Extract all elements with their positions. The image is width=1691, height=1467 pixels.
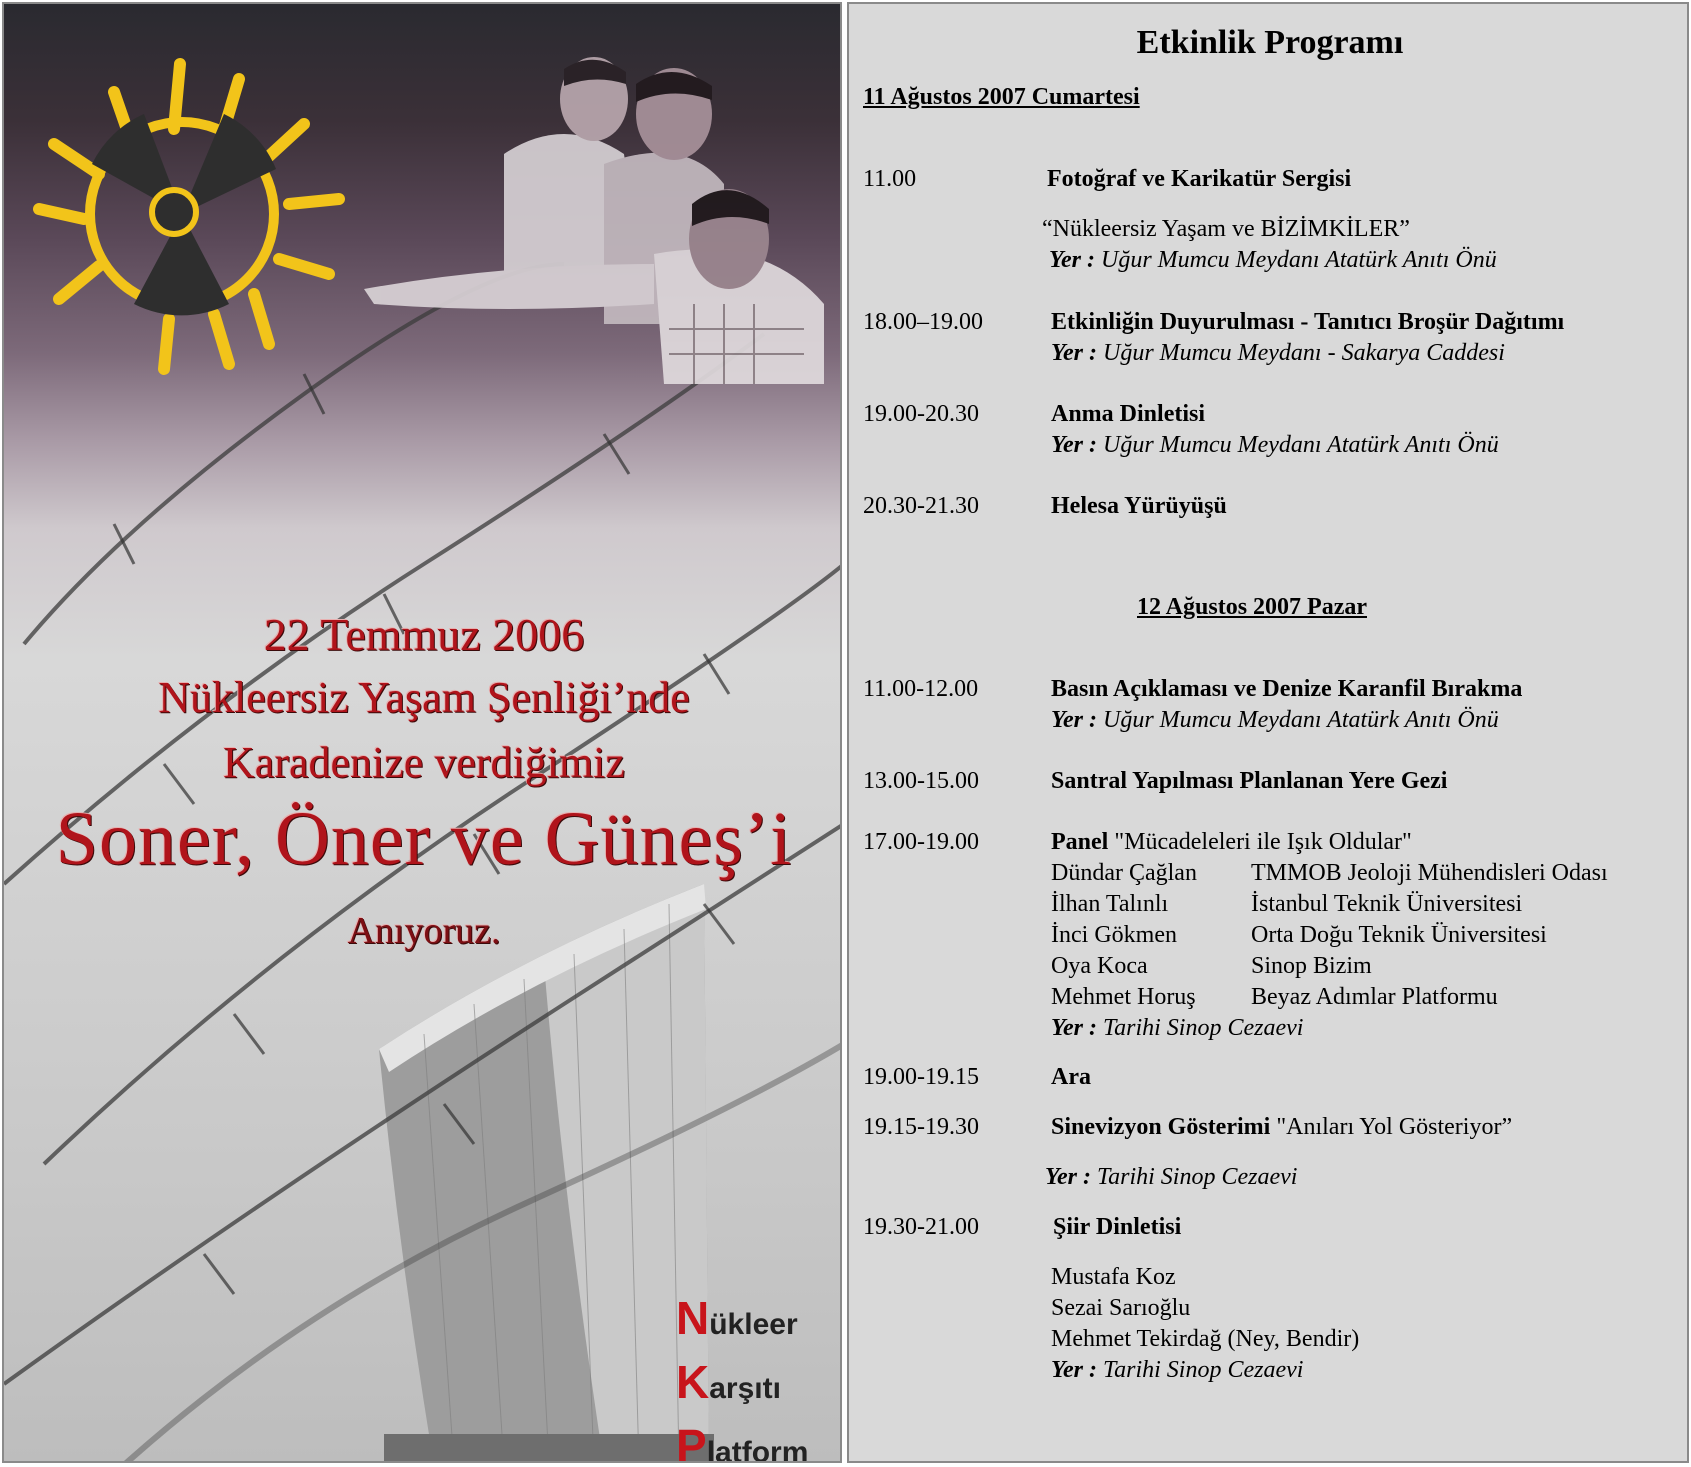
speaker-org: Beyaz Adımlar Platformu xyxy=(1251,984,1498,1010)
memorial-photo xyxy=(364,57,824,384)
poster-date: 22 Temmuz 2006 xyxy=(263,609,585,660)
poster-names: Soner, Öner ve Güneş’i xyxy=(55,797,793,881)
day2-heading: 12 Ağustos 2007 Pazar xyxy=(1137,594,1367,620)
event-time: 19.15-19.30 xyxy=(863,1114,979,1140)
nkp-row: Nükleer xyxy=(676,1292,798,1344)
event-time: 19.30-21.00 xyxy=(863,1214,979,1240)
nkp-row: Platform xyxy=(676,1420,809,1463)
event-title: Etkinliğin Duyurulması - Tanıtıcı Broşür Dağıtımı xyxy=(1051,309,1565,335)
event-time: 13.00-15.00 xyxy=(863,768,979,794)
day1-heading: 11 Ağustos 2007 Cumartesi xyxy=(863,84,1140,110)
nkp-logo xyxy=(676,1286,808,1463)
speaker-org: TMMOB Jeoloji Mühendisleri Odası xyxy=(1251,860,1608,886)
event-title: Santral Yapılması Planlanan Yere Gezi xyxy=(1051,768,1448,794)
speaker-org: İstanbul Teknik Üniversitesi xyxy=(1251,891,1523,917)
event-time: 11.00 xyxy=(863,166,917,192)
event-place: Yer : Tarihi Sinop Cezaevi xyxy=(1045,1164,1298,1190)
poster-event-line: Nükleersiz Yaşam Şenliği’nde xyxy=(158,673,690,722)
speaker-org: Orta Doğu Teknik Üniversitesi xyxy=(1251,922,1547,948)
event-time: 19.00-20.30 xyxy=(863,401,979,427)
speaker-org: Sinop Bizim xyxy=(1251,953,1372,979)
event-place: Yer : Uğur Mumcu Meydanı - Sakarya Caddesi xyxy=(1051,340,1505,366)
event-time: 20.30-21.30 xyxy=(863,493,979,519)
speaker-name: İlhan Talınlı xyxy=(1051,891,1169,917)
speaker-name: Oya Koca xyxy=(1051,953,1148,979)
event-place: Yer : Uğur Mumcu Meydanı Atatürk Anıtı Önü xyxy=(1051,432,1499,458)
event-place: Yer : Uğur Mumcu Meydanı Atatürk Anıtı Önü xyxy=(1051,707,1499,733)
event-title: Fotoğraf ve Karikatür Sergisi xyxy=(1047,166,1352,192)
event-title: Anma Dinletisi xyxy=(1051,401,1206,427)
event-time: 11.00-12.00 xyxy=(863,676,979,702)
poster-artwork xyxy=(4,4,842,1463)
poster-lost-line: Karadenize verdiğimiz xyxy=(223,738,625,787)
event-time: 17.00-19.00 xyxy=(863,829,979,855)
event-place: Yer : Tarihi Sinop Cezaevi xyxy=(1051,1357,1304,1383)
event-title: Basın Açıklaması ve Denize Karanfil Bırakma xyxy=(1051,676,1523,702)
speaker-name: İnci Gökmen xyxy=(1051,922,1177,948)
event-time: 18.00–19.00 xyxy=(863,309,983,335)
event-place: Yer : Uğur Mumcu Meydanı Atatürk Anıtı Önü xyxy=(1049,247,1497,273)
event-place: Yer : Tarihi Sinop Cezaevi xyxy=(1051,1015,1304,1041)
program-title: Etkinlik Programı xyxy=(1136,24,1404,61)
performer-name: Mehmet Tekirdağ (Ney, Bendir) xyxy=(1051,1326,1360,1352)
performer-name: Sezai Sarıoğlu xyxy=(1051,1295,1191,1321)
radiation-sun-logo xyxy=(39,64,339,369)
event-subtitle: “Nükleersiz Yaşam ve BİZİMKİLER” xyxy=(1042,216,1410,242)
event-time: 19.00-19.15 xyxy=(863,1064,979,1090)
speaker-name: Mehmet Horuş xyxy=(1051,984,1196,1010)
poster-panel xyxy=(2,2,842,1463)
program-panel xyxy=(847,2,1689,1463)
speaker-name: Dündar Çağlan xyxy=(1051,860,1197,886)
event-title: Ara xyxy=(1051,1064,1091,1090)
poster-remember: Anıyoruz. xyxy=(347,910,501,952)
cooling-tower-image xyxy=(379,884,714,1463)
nkp-row: Karşıtı xyxy=(676,1356,781,1408)
event-title: Şiir Dinletisi xyxy=(1053,1214,1182,1240)
performer-name: Mustafa Koz xyxy=(1051,1264,1176,1290)
event-title: Sinevizyon Gösterimi "Anıları Yol Gösteriyor” xyxy=(1051,1114,1513,1140)
event-title: Helesa Yürüyüşü xyxy=(1051,493,1227,519)
event-title: Panel "Mücadeleleri ile Işık Oldular" xyxy=(1051,829,1412,855)
